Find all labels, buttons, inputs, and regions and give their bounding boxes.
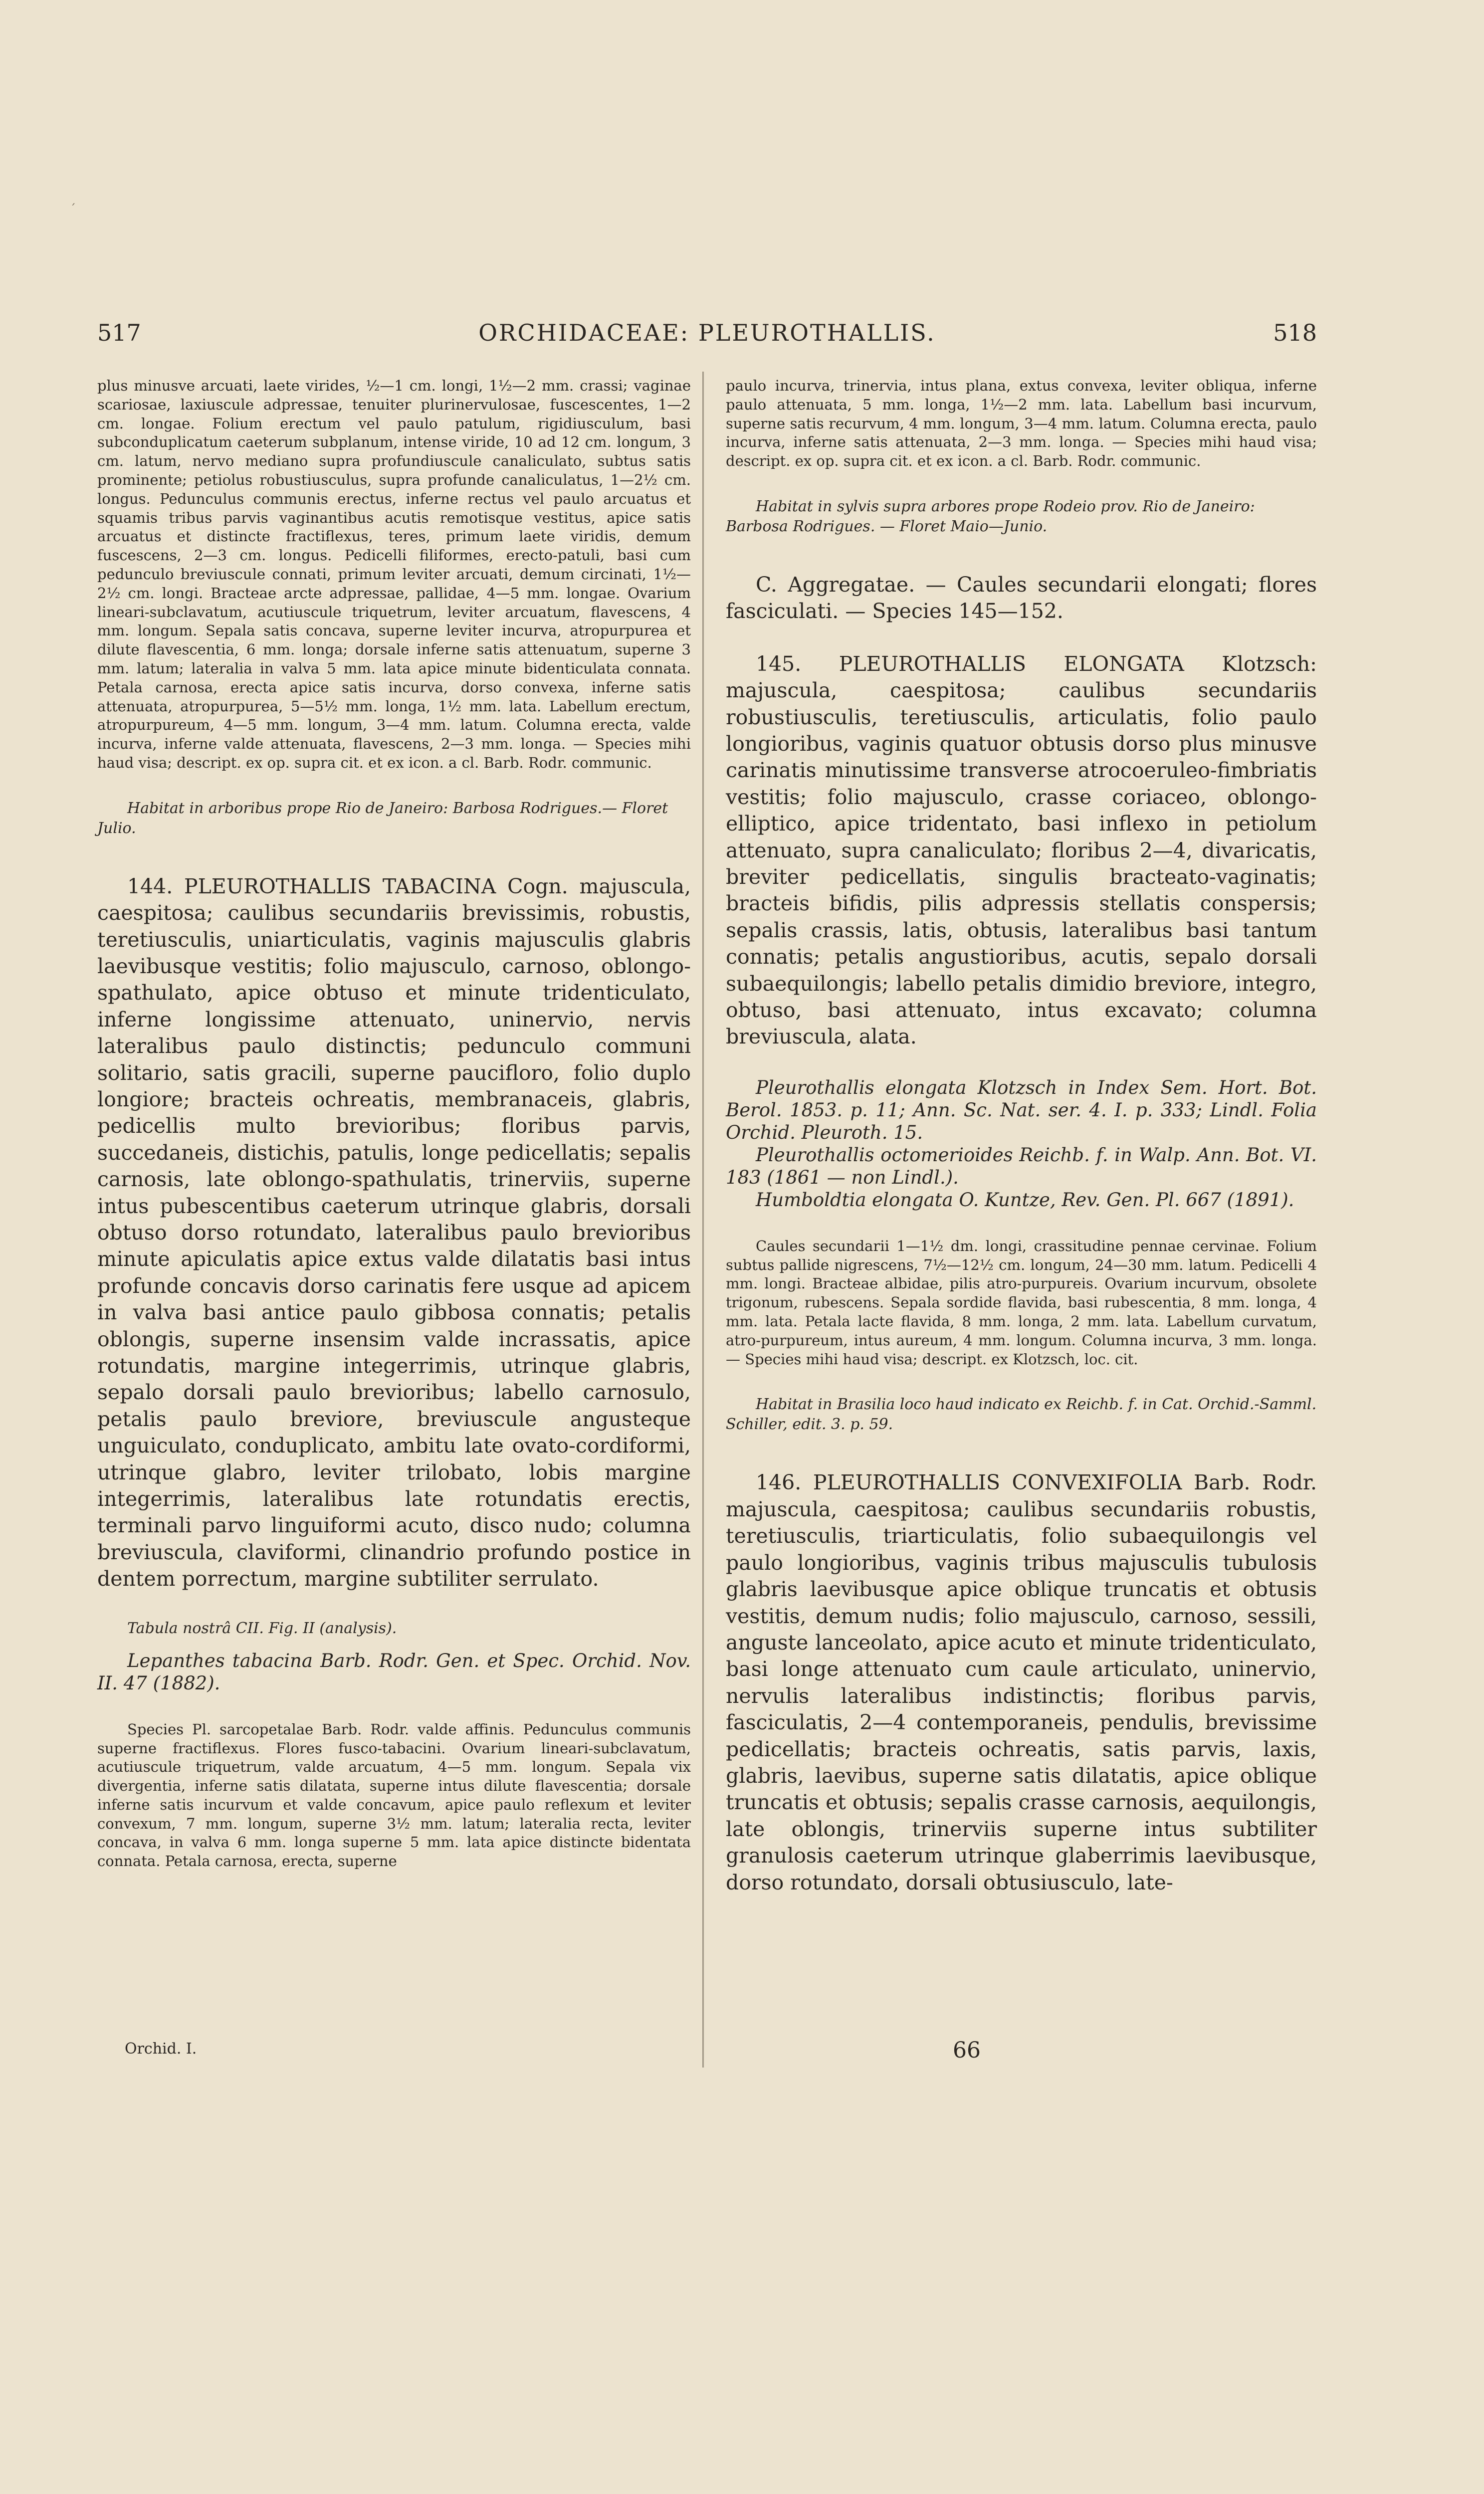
species-146-diagnosis: majuscula, caespitosa; caulibus secundariis robustis, teretiusculis, triarticulatis, folio subaequilongis vel paulo longioribus, vaginis tribus majusculis tubulosis glabris laevibusque apice oblique truncatis et obtusis vestitis, demum nudis; folio majusculo, carnoso, sessili, anguste lanceolato, apice acuto et minute tridenticulato, basi longe attenuato cum caule articulato, uninervio, nervulis lateralibus indistinctis; floribus parvis, fasciculatis, 2—4 contemporaneis, pendulis, brevissime pedicellatis; bracteis ochreatis, satis parvis, laxis, glabris, laevibus, superne satis dilatatis, apice oblique truncatis et obtusis; sepalis crasse carnosis, aequilongis, late oblongis, trinerviis superne intus subtiliter granulosis caeterum utrinque glaberrimis laevibusque, dorso rotundato, dorsali obtusiusculo, late- <box>726 1497 1317 1894</box>
column-divider <box>702 372 704 2068</box>
habitat-note-145: Habitat in Brasilia loco haud indicato ex Reichb. f. in Cat. Orchid.-Samml. Schiller, edit. 3. p. 59. <box>726 1396 1317 1434</box>
species-146-entry <box>726 1469 1317 1896</box>
reference-145-2: Pleurothallis octomerioides Reichb. f. in Walp. Ann. Bot. VI. 183 (1861 — non Lindl.). <box>726 1144 1317 1188</box>
reference-145-3: Humboldtia elongata O. Kuntze, Rev. Gen. Pl. 667 (1891). <box>756 1189 1294 1211</box>
stray-mark: ´ <box>70 202 76 216</box>
running-title: ORCHIDACEAE: PLEUROTHALLIS. <box>478 319 936 346</box>
habitat-note-right: Habitat in sylvis supra arbores prope Rodeio prov. Rio de Janeiro: Barbosa Rodrigues. — Floret Maio—Junio. <box>726 497 1255 535</box>
left-column <box>97 377 691 1871</box>
species-145-diagnosis: majuscula, caespitosa; caulibus secundariis robustiusculis, teretiusculis, articulatis, folio paulo longioribus, vaginis quatuor obtusis dorso plus minusve carinatis minutissime transverse atrocoeruleo-fimbriatis vestitis; folio majusculo, crasse coriaceo, oblongo-elliptico, apice tridentato, basi inflexo in petiolum attenuato, supra canaliculato; floribus 2—4, divaricatis, breviter pedicellatis, singulis bracteato-vaginatis; bracteis bifidis, pilis adpressis stellatis conspersis; sepalis crassis, latis, obtusis, lateralibus basi tantum connatis; petalis angustioribus, acutis, sepalo dorsali subaequilongis; labello petalis dimidio breviore, integro, obtuso, basi attenuato, intus excavato; columna breviuscula, alata. <box>726 678 1317 1049</box>
species-145-entry <box>726 651 1317 1050</box>
species-144-diagnosis: majuscula, caespitosa; caulibus secundariis brevissimis, robustis, teretiusculis, uniarticulatis, vaginis majusculis glabris laevibusque vestitis; folio majusculo, carnoso, oblongo-spathulato, apice obtuso et minute tridenticulato, inferne longissime attenuato, uninervio, nervis lateralibus paulo distinctis; pedunculo communi solitario, satis gracili, superne paucifloro, folio duplo longiore; bracteis ochreatis, membranaceis, glabris, pedicellis multo brevioribus; floribus parvis, succedaneis, distichis, patulis, longe pedicellatis; sepalis carnosis, late oblongo-spathulatis, trinerviis, superne intus pubescentibus caeterum utrinque glabris, dorsali obtuso dorso rotundato, lateralibus paulo brevioribus minute apiculatis apice extus valde dilatatis basi intus profunde concavis dorso carinatis fere usque ad apicem in valva basi antice paulo gibbosa connatis; petalis oblongis, superne insensim valde incrassatis, apice rotundatis, margine integerrimis, utrinque glabris, sepalo dorsali paulo brevioribus; labello carnosulo, petalis paulo breviore, breviuscule angusteque unguiculato, conduplicato, ambitu late ovato-cordiformi, utrinque glabro, leviter trilobato, lobis margine integerrimis, lateralibus late rotundatis erectis, terminali parvo linguiformi acuto, disco nudo; columna breviuscula, claviformi, clinandrio profundo postice in dentem porrectum, margine subtiliter serrulato. <box>97 874 691 1591</box>
continued-description-right: paulo incurva, trinervia, intus plana, extus convexa, leviter obliqua, inferne paulo attenuata, 5 mm. longa, 1½—2 mm. lata. Labellum basi incurvum, superne satis recurvum, 4 mm. longum, 3—4 mm. latum. Columna erecta, paulo incurva, inferne satis attenuata, 2—3 mm. longa. — Species mihi haud visa; descript. ex op. supra cit. et ex icon. a cl. Barb. Rodr. communic. <box>726 377 1317 470</box>
species-146-heading: 146. PLEUROTHALLIS CONVEXIFOLIA Barb. Rodr. <box>756 1470 1317 1495</box>
synonym-reference: Lepanthes tabacina Barb. Rodr. Gen. et Spec. Orchid. Nov. II. 47 (1882). <box>97 1650 691 1694</box>
habitat-note: Habitat in arboribus prope Rio de Janeiro: Barbosa Rodrigues.— Floret Julio. <box>97 799 668 837</box>
species-145-description: Caules secundarii 1—1½ dm. longi, crassitudine pennae cervinae. Folium subtus pallide nigrescens, 7½—12½ cm. longum, 24—30 mm. latum. Pedicelli 4 mm. longi. Bracteae albidae, pilis atro-purpureis. Ovarium incurvum, obsolete trigonum, rubescens. Sepala sordide flavida, basi rubescentia, 8 mm. longa, 4 mm. lata. Petala lacte flavida, 8 mm. longa, 2 mm. lata. Labellum curvatum, atro-purpureum, intus aureum, 4 mm. longum. Columna incurva, 3 mm. longa. — Species mihi haud visa; descript. ex Klotzsch, loc. cit. <box>726 1237 1317 1368</box>
species-144-description: Species Pl. sarcopetalae Barb. Rodr. valde affinis. Pedunculus communis superne fractiflexus. Flores fusco-tabacini. Ovarium lineari-subclavatum, acutiuscule triquetrum, valde arcuatum, 4—5 mm. longum. Sepala vix divergentia, inferne satis dilatata, superne intus dilute flavescentia; dorsale inferne satis incurvum et valde concavum, apice paulo reflexum et leviter convexum, 7 mm. longum, superne 3½ mm. latum; lateralia recta, leviter concava, in valva 6 mm. longa superne 5 mm. lata apice distincte bidentata connata. Petala carnosa, erecta, superne <box>97 1720 691 1870</box>
continued-description: plus minusve arcuati, laete virides, ½—1 cm. longi, 1½—2 mm. crassi; vaginae scariosae, laxiuscule adpressae, tenuiter plurinervulosae, fuscescentes, 1—2 cm. longae. Folium erectum vel paulo patulum, rigidiusculum, basi subconduplicatum caeterum subplanum, intense viride, 10 ad 12 cm. longum, 3 cm. latum, nervo mediano supra profundiuscule canaliculato, subtus satis prominente; petiolus robustiusculus, supra profunde canaliculatus, 1—2½ cm. longus. Pedunculus communis erectus, inferne rectus vel paulo arcuatus et squamis tribus parvis vaginantibus acutis remotisque vestitus, apice satis arcuatus et distincte fractiflexus, teres, primum laete viridis, demum fuscescens, 2—3 cm. longus. Pedicelli filiformes, erecto-patuli, basi cum pedunculo breviuscule connati, primum leviter arcuati, demum circinati, 1½—2½ cm. longi. Bracteae arcte adpressae, pallidae, 4—5 mm. longae. Ovarium lineari-subclavatum, acutiuscule triquetrum, leviter arcuatum, flavescens, 4 mm. longum. Sepala satis concava, superne leviter incurva, atropurpurea et dilute flavescentia, 6 mm. longa; dorsale inferne satis attenuatum, superne 3 mm. latum; lateralia in valva 5 mm. lata apice minute bidenticulata connata. Petala carnosa, erecta apice satis incurva, dorso convexa, inferne satis attenuata, atropurpurea, 5—5½ mm. longa, 1½ mm. lata. Labellum erectum, atropurpureum, 4—5 mm. longum, 3—4 mm. latum. Columna erecta, valde incurva, inferne valde attenuata, flavescens, 2—3 mm. longa. — Species mihi haud visa; descript. ex op. supra cit. et ex icon. a cl. Barb. Rodr. communic. <box>97 377 691 771</box>
left-page-number: 517 <box>97 319 141 346</box>
right-column <box>726 377 1317 1896</box>
sheet-number: 66 <box>953 2038 981 2063</box>
plate-reference: Tabula nostrâ CII. Fig. II (analysis). <box>127 1619 397 1637</box>
section-heading: C. Aggregatae. — Caules secundarii elongati; flores fasciculati. — Species 145—152. <box>726 572 1317 624</box>
right-page-number: 518 <box>1273 319 1317 346</box>
species-145-heading: 145. PLEUROTHALLIS ELONGATA Klotzsch: <box>756 651 1317 676</box>
running-header <box>97 319 1317 359</box>
reference-145-1: Pleurothallis elongata Klotzsch in Index Sem. Hort. Bot. Berol. 1853. p. 11; Ann. Sc. Nat. ser. 4. I. p. 333; Lindl. Folia Orchid. Pleuroth. 15. <box>726 1076 1317 1143</box>
signature-mark: Orchid. I. <box>125 2040 197 2058</box>
species-144-entry <box>97 873 691 1593</box>
species-144-heading: 144. PLEUROTHALLIS TABACINA Cogn. <box>127 874 568 898</box>
